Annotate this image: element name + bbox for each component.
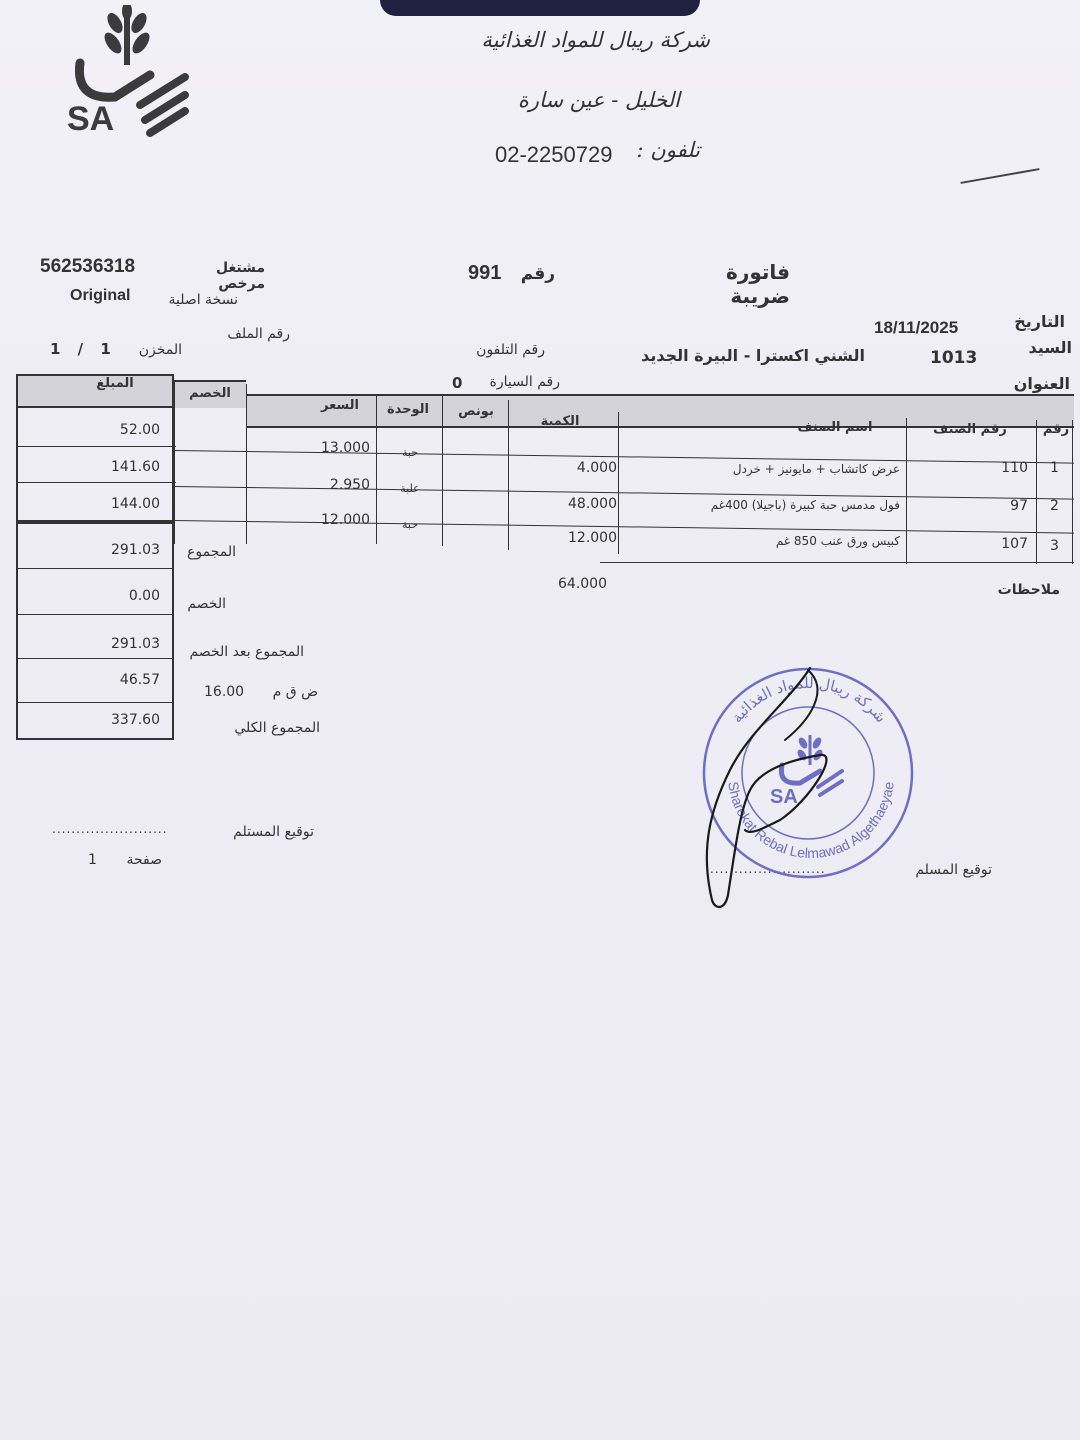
page-label: صفحة: [126, 852, 162, 868]
discount-label: الخصم: [187, 596, 226, 612]
deliverer-signature-label: توقيع المسلم: [915, 862, 992, 878]
row2-unit: علبة: [400, 482, 420, 495]
row2-no: 2: [1050, 498, 1059, 514]
car-value: 0: [452, 374, 463, 392]
svg-text:SA: SA: [770, 786, 798, 808]
header-amount: المبلغ: [96, 376, 134, 391]
company-phone: 02-2250729: [495, 142, 613, 167]
company-logo-icon: [55, 5, 195, 140]
row1-amount: 52.00: [119, 422, 160, 438]
row2-qty: 48.000: [568, 496, 617, 512]
row1-name: عرض كاتشاب + مايونيز + خردل: [732, 462, 900, 476]
company-location: الخليل - عين سارة: [517, 88, 680, 112]
deliverer-signature-line: ........................: [710, 862, 826, 876]
header-no: رقم: [1042, 422, 1070, 437]
header-bonus: بونص: [458, 404, 494, 419]
header-name: اسم الصنف: [797, 420, 873, 435]
handwritten-signature: [690, 660, 900, 920]
row3-code: 107: [1001, 536, 1028, 552]
subtotal-value: 291.03: [111, 542, 160, 558]
notes-label: ملاحظات: [997, 582, 1060, 598]
total-qty: 64.000: [558, 576, 607, 592]
stamp-latin-text: Sharekat Rebal Lelmawad Algethaeyae: [725, 780, 897, 862]
vat-value: 46.57: [119, 672, 160, 688]
copy-value: Original: [70, 287, 131, 304]
row2-price: 2.950: [329, 477, 370, 493]
row3-no: 3: [1050, 538, 1059, 554]
invoice-title: فاتورة ضريبة: [726, 260, 790, 308]
receiver-signature-label: توقيع المستلم: [233, 824, 314, 840]
row1-price: 13.000: [321, 440, 370, 456]
vat-rate: 16.00: [204, 684, 245, 700]
customer-label: السيد: [1028, 338, 1072, 357]
store-value: 1 / 1: [50, 340, 111, 358]
company-name: شركة ريبال للمواد الغذائية: [481, 28, 710, 52]
row3-price: 12.000: [321, 512, 370, 528]
licensed-label: مشتغل مرخص: [215, 260, 265, 292]
header-code: رقم الصنف: [933, 422, 1007, 437]
row1-code: 110: [1001, 460, 1028, 476]
subtotal-label: المجموع: [187, 544, 236, 560]
date-label: التاريخ: [1014, 312, 1065, 331]
store-label: المخزن: [138, 342, 182, 358]
invoice-number-label: رقم: [520, 264, 555, 284]
header-price: السعر: [321, 398, 359, 413]
after-discount-value: 291.03: [111, 636, 160, 652]
copy-label: نسخة اصلية: [168, 292, 238, 308]
vat-label: ض ق م: [272, 684, 318, 700]
receiver-signature-line: ........................: [52, 822, 168, 836]
row3-qty: 12.000: [568, 530, 617, 546]
logo-text: SA: [67, 100, 115, 138]
row3-name: كبيس ورق عنب 850 غم: [775, 534, 900, 548]
row3-unit: حبة: [401, 518, 419, 531]
company-phone-label: تلفون :: [636, 138, 700, 162]
row1-no: 1: [1050, 460, 1059, 476]
row1-qty: 4.000: [576, 460, 617, 476]
pen-mark: [960, 168, 1039, 184]
header-discount: الخصم: [189, 386, 231, 401]
row2-code: 97: [1010, 498, 1028, 514]
after-discount-label: المجموع بعد الخصم: [189, 644, 304, 660]
header-qty: الكمية: [540, 414, 580, 429]
row3-amount: 144.00: [111, 496, 160, 512]
address-label: العنوان: [1013, 374, 1070, 393]
invoice-number: 991: [468, 262, 502, 284]
stamp-arabic-text: شركة ريبال للمواد الغذائية: [727, 673, 891, 727]
row2-name: فول مدمس حبة كبيرة (باجيلا) 400غم: [710, 498, 900, 512]
customer-name: الشني اكسترا - البيرة الجديد: [641, 346, 865, 365]
customer-code: 1013: [930, 348, 978, 368]
background-strip: [380, 0, 700, 16]
header-unit: الوحدة: [386, 402, 430, 417]
car-label: رقم السيارة: [489, 374, 560, 390]
page-number: 1: [88, 852, 97, 868]
phone-label: رقم التلفون: [476, 342, 545, 358]
file-label: رقم الملف: [227, 326, 290, 342]
invoice-date: 18/11/2025: [874, 318, 959, 337]
licensed-number: 562536318: [40, 256, 136, 277]
row1-unit: حبة: [401, 446, 419, 459]
grand-total-label: المجموع الكلي: [234, 720, 320, 736]
grand-total-value: 337.60: [111, 712, 160, 728]
discount-value: 0.00: [128, 588, 160, 604]
row2-amount: 141.60: [111, 459, 160, 475]
